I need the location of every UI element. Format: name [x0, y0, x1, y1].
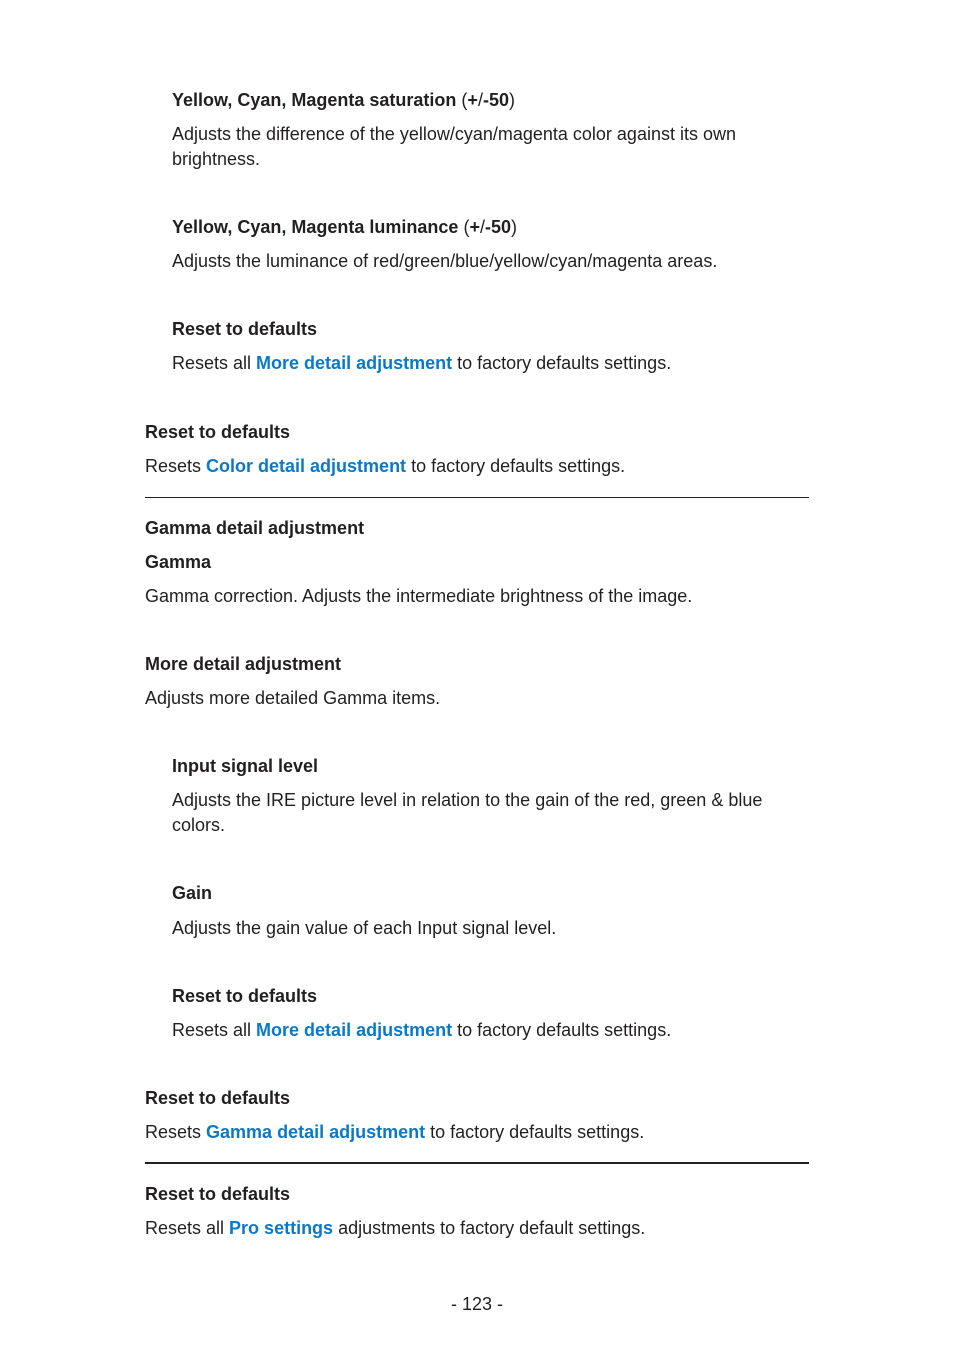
reset-gamma-detail-heading: Reset to defaults [145, 1088, 291, 1108]
section-divider [145, 497, 809, 498]
gamma-detail-adjustment-link[interactable]: Gamma detail adjustment [206, 1122, 426, 1142]
gain-description: Adjusts the gain value of each Input signal level. [172, 918, 557, 938]
color-detail-adjustment-link[interactable]: Color detail adjustment [206, 456, 407, 476]
input-signal-level-description-line-2: colors. [172, 815, 226, 835]
section-divider [145, 1162, 809, 1164]
gain-heading: Gain [172, 883, 213, 903]
input-signal-level-description-line-1: Adjusts the IRE picture level in relation to the gain of the red, green & blue [172, 790, 763, 810]
more-detail-adjustment-link[interactable]: More detail adjustment [256, 1020, 453, 1040]
reset-color-detail-description: Resets Color detail adjustment to factory defaults settings. [145, 456, 626, 476]
reset-pro-settings-description: Resets all Pro settings adjustments to factory default settings. [145, 1218, 646, 1238]
luminance-description: Adjusts the luminance of red/green/blue/yellow/cyan/magenta areas. [172, 251, 718, 271]
reset-more-detail-heading: Reset to defaults [172, 319, 318, 339]
reset-gamma-detail-description: Resets Gamma detail adjustment to factory defaults settings. [145, 1122, 645, 1142]
reset-pro-settings-heading: Reset to defaults [145, 1184, 291, 1204]
yellow-cyan-magenta-saturation-heading: Yellow, Cyan, Magenta saturation (+/-50) [172, 90, 515, 110]
saturation-description-line-1: Adjusts the difference of the yellow/cyan/magenta color against its own [172, 124, 736, 144]
more-detail-adjustment-link[interactable]: More detail adjustment [256, 353, 453, 373]
yellow-cyan-magenta-luminance-heading: Yellow, Cyan, Magenta luminance (+/-50) [172, 217, 517, 237]
saturation-description-line-2: brightness. [172, 149, 261, 169]
reset-more-detail-description: Resets all More detail adjustment to factory defaults settings. [172, 353, 672, 373]
gamma-description: Gamma correction. Adjusts the intermediate brightness of the image. [145, 586, 693, 606]
reset-gamma-more-detail-heading: Reset to defaults [172, 986, 318, 1006]
gamma-more-detail-description: Adjusts more detailed Gamma items. [145, 688, 441, 708]
pro-settings-link[interactable]: Pro settings [229, 1218, 334, 1238]
gamma-detail-adjustment-title: Gamma detail adjustment [145, 518, 365, 538]
reset-color-detail-heading: Reset to defaults [145, 422, 291, 442]
gamma-more-detail-heading: More detail adjustment [145, 654, 342, 674]
reset-gamma-more-detail-description: Resets all More detail adjustment to factory defaults settings. [172, 1020, 672, 1040]
input-signal-level-heading: Input signal level [172, 756, 319, 776]
page-number: - 123 - [450, 1294, 504, 1314]
gamma-heading: Gamma [145, 552, 212, 572]
